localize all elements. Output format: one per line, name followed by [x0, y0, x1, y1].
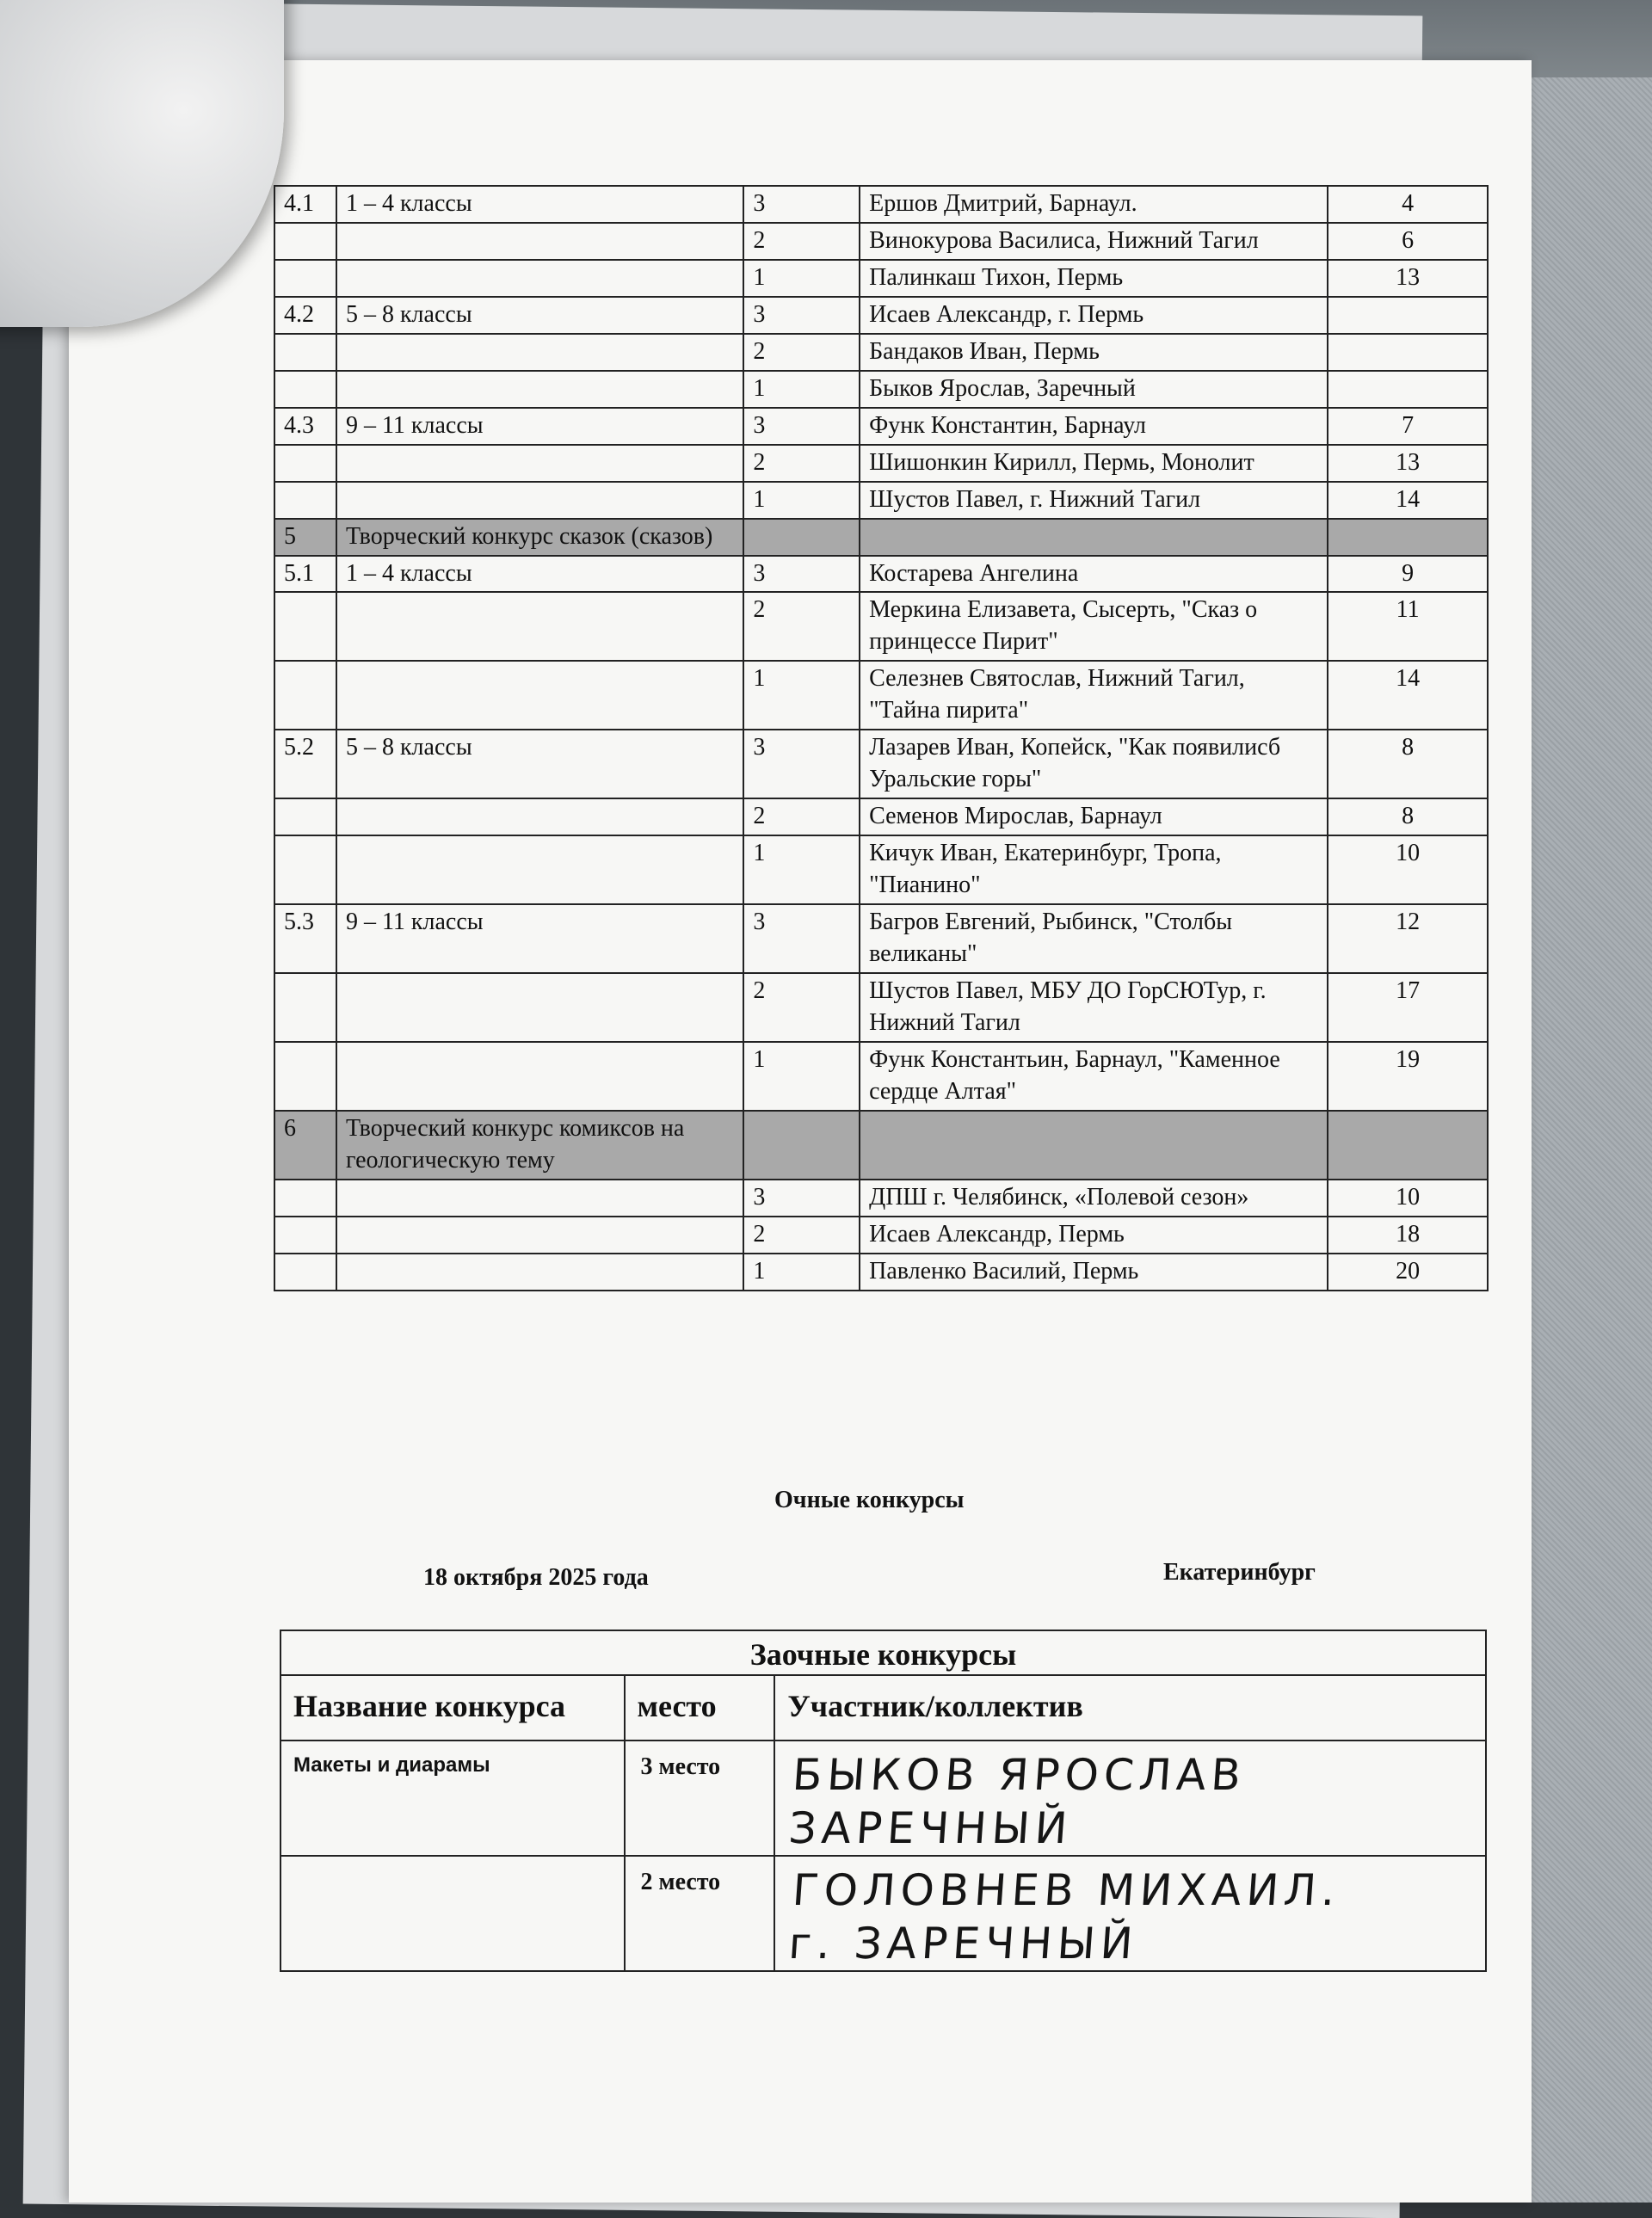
section-blank — [743, 519, 860, 556]
section-row — [274, 1111, 1488, 1180]
category — [336, 835, 743, 904]
row-number — [274, 445, 336, 482]
header-contest-name: Название конкурса — [280, 1675, 625, 1741]
category — [336, 1254, 743, 1291]
result-row — [274, 835, 1488, 904]
header-participant: Участник/коллектив — [774, 1675, 1486, 1741]
place: 2 место — [625, 1856, 775, 1971]
participant: Костарева Ангелина — [860, 556, 1328, 593]
place: 2 — [743, 334, 860, 371]
section-number: 5 — [274, 519, 336, 556]
section-title: Творческий конкурс сказок (сказов) — [336, 519, 743, 556]
row-number — [274, 661, 336, 730]
place: 3 — [743, 730, 860, 798]
participant: Палинкаш Тихон, Пермь — [860, 260, 1328, 297]
score: 18 — [1328, 1217, 1488, 1254]
header-place: место — [625, 1675, 775, 1741]
contest-name: Макеты и диарамы — [280, 1741, 625, 1856]
category — [336, 1180, 743, 1217]
result-row — [274, 334, 1488, 371]
score: 19 — [1328, 1042, 1488, 1111]
place: 1 — [743, 661, 860, 730]
result-row — [274, 371, 1488, 408]
section-blank — [860, 1111, 1328, 1180]
participant: Исаев Александр, г. Пермь — [860, 297, 1328, 334]
row-number — [274, 223, 336, 260]
place: 1 — [743, 1254, 860, 1291]
score: 7 — [1328, 408, 1488, 445]
place: 2 — [743, 592, 860, 661]
score: 12 — [1328, 904, 1488, 973]
category: 5 – 8 классы — [336, 297, 743, 334]
participant: Функ Константин, Барнаул — [860, 408, 1328, 445]
participant: Винокурова Василиса, Нижний Тагил — [860, 223, 1328, 260]
row-number — [274, 482, 336, 519]
zaochnye-row — [280, 1856, 1486, 1971]
participant: Шишонкин Кирилл, Пермь, Монолит — [860, 445, 1328, 482]
score: 11 — [1328, 592, 1488, 661]
result-row — [274, 445, 1488, 482]
participant: Быков Ярослав, Заречный — [860, 371, 1328, 408]
row-number — [274, 973, 336, 1042]
participant: Функ Константьин, Барнаул, "Каменное сердце Алтая" — [860, 1042, 1328, 1111]
participant: Исаев Александр, Пермь — [860, 1217, 1328, 1254]
zaochnye-header-row — [280, 1675, 1486, 1741]
row-number: 5.1 — [274, 556, 336, 593]
participant: Меркина Елизавета, Сысерть, "Сказ о принцессе Пирит" — [860, 592, 1328, 661]
row-number — [274, 835, 336, 904]
result-row — [274, 973, 1488, 1042]
result-row — [274, 1217, 1488, 1254]
category: 9 – 11 классы — [336, 408, 743, 445]
result-row — [274, 904, 1488, 973]
score: 10 — [1328, 1180, 1488, 1217]
row-number — [274, 260, 336, 297]
section-blank — [860, 519, 1328, 556]
participant: Павленко Василий, Пермь — [860, 1254, 1328, 1291]
row-number: 4.3 — [274, 408, 336, 445]
zaochnye-table — [280, 1630, 1487, 1972]
place: 3 — [743, 904, 860, 973]
row-number — [274, 1042, 336, 1111]
category — [336, 973, 743, 1042]
place: 3 — [743, 408, 860, 445]
category — [336, 223, 743, 260]
participant: Шустов Павел, МБУ ДО ГорСЮТур, г. Нижний Тагил — [860, 973, 1328, 1042]
place: 3 — [743, 556, 860, 593]
category — [336, 371, 743, 408]
place: 2 — [743, 973, 860, 1042]
score: 8 — [1328, 798, 1488, 835]
section-blank — [1328, 1111, 1488, 1180]
result-row — [274, 297, 1488, 334]
result-row — [274, 556, 1488, 593]
score: 4 — [1328, 186, 1488, 223]
place: 3 — [743, 1180, 860, 1217]
row-number — [274, 1180, 336, 1217]
row-number: 4.2 — [274, 297, 336, 334]
participant: ДПШ г. Челябинск, «Полевой сезон» — [860, 1180, 1328, 1217]
place: 1 — [743, 371, 860, 408]
results-table — [274, 185, 1489, 1291]
participant: Лазарев Иван, Копейск, "Как появилисб Уральские горы" — [860, 730, 1328, 798]
result-row — [274, 260, 1488, 297]
result-row — [274, 661, 1488, 730]
result-row — [274, 482, 1488, 519]
category — [336, 1217, 743, 1254]
score: 17 — [1328, 973, 1488, 1042]
participant: Бандаков Иван, Пермь — [860, 334, 1328, 371]
heading-ochnye-konkursy: Очные конкурсы — [774, 1487, 965, 1513]
score: 10 — [1328, 835, 1488, 904]
category: 9 – 11 классы — [336, 904, 743, 973]
zaochnye-title-row — [280, 1630, 1486, 1675]
score: 20 — [1328, 1254, 1488, 1291]
row-number — [274, 371, 336, 408]
zaochnye-title: Заочные конкурсы — [280, 1630, 1486, 1675]
handwritten-participant-cell — [774, 1856, 1486, 1971]
score: 14 — [1328, 661, 1488, 730]
participant: Шустов Павел, г. Нижний Тагил — [860, 482, 1328, 519]
score — [1328, 334, 1488, 371]
score: 14 — [1328, 482, 1488, 519]
category — [336, 661, 743, 730]
row-number — [274, 592, 336, 661]
place: 2 — [743, 223, 860, 260]
event-city: Екатеринбург — [1163, 1559, 1316, 1586]
place: 2 — [743, 445, 860, 482]
score: 13 — [1328, 445, 1488, 482]
event-date: 18 октября 2025 года — [423, 1564, 649, 1591]
result-row — [274, 592, 1488, 661]
score: 8 — [1328, 730, 1488, 798]
section-number: 6 — [274, 1111, 336, 1180]
score: 6 — [1328, 223, 1488, 260]
participant: Кичук Иван, Екатеринбург, Тропа, "Пианино" — [860, 835, 1328, 904]
result-row — [274, 186, 1488, 223]
place: 3 — [743, 297, 860, 334]
handwritten-participant: ГОЛОВНЕВ МИХАИЛ. г. ЗАРЕЧНЫЙ — [787, 1865, 1342, 1968]
participant: Семенов Мирослав, Барнаул — [860, 798, 1328, 835]
category — [336, 260, 743, 297]
row-number: 4.1 — [274, 186, 336, 223]
category: 1 – 4 классы — [336, 186, 743, 223]
result-row — [274, 408, 1488, 445]
category: 5 – 8 классы — [336, 730, 743, 798]
participant: Багров Евгений, Рыбинск, "Столбы великаны" — [860, 904, 1328, 973]
place: 3 — [743, 186, 860, 223]
score — [1328, 297, 1488, 334]
place: 1 — [743, 260, 860, 297]
section-blank — [743, 1111, 860, 1180]
row-number: 5.2 — [274, 730, 336, 798]
result-row — [274, 1180, 1488, 1217]
result-row — [274, 730, 1488, 798]
result-row — [274, 1042, 1488, 1111]
score: 13 — [1328, 260, 1488, 297]
contest-name — [280, 1856, 625, 1971]
category — [336, 798, 743, 835]
score — [1328, 371, 1488, 408]
category — [336, 1042, 743, 1111]
result-row — [274, 1254, 1488, 1291]
result-row — [274, 223, 1488, 260]
row-number — [274, 798, 336, 835]
row-number: 5.3 — [274, 904, 336, 973]
category — [336, 592, 743, 661]
section-blank — [1328, 519, 1488, 556]
handwritten-participant-cell — [774, 1741, 1486, 1856]
participant: Селезнев Святослав, Нижний Тагил, "Тайна пирита" — [860, 661, 1328, 730]
category — [336, 482, 743, 519]
place: 2 — [743, 798, 860, 835]
place: 1 — [743, 835, 860, 904]
place: 3 место — [625, 1741, 775, 1856]
category: 1 – 4 классы — [336, 556, 743, 593]
category — [336, 445, 743, 482]
place: 1 — [743, 1042, 860, 1111]
section-title: Творческий конкурс комиксов на геологическую тему — [336, 1111, 743, 1180]
row-number — [274, 1217, 336, 1254]
place: 1 — [743, 482, 860, 519]
participant: Ершов Дмитрий, Барнаул. — [860, 186, 1328, 223]
category — [336, 334, 743, 371]
row-number — [274, 1254, 336, 1291]
score: 9 — [1328, 556, 1488, 593]
zaochnye-row — [280, 1741, 1486, 1856]
section-row — [274, 519, 1488, 556]
result-row — [274, 798, 1488, 835]
handwritten-participant: БЫКОВ ЯРОСЛАВ ЗАРЕЧНЫЙ — [787, 1750, 1248, 1853]
row-number — [274, 334, 336, 371]
place: 2 — [743, 1217, 860, 1254]
